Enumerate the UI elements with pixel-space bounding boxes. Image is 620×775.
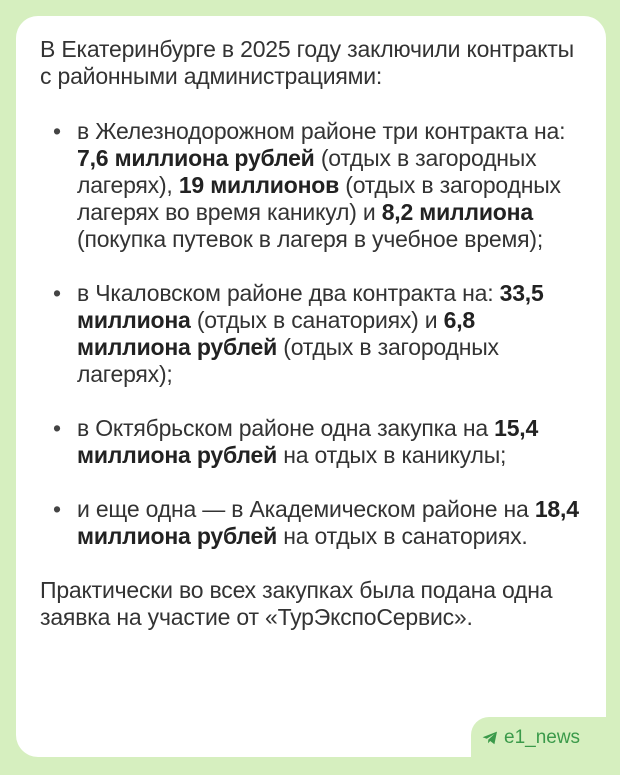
item-text: (отдых в загородных лагерях во время каникул) и bbox=[77, 172, 561, 225]
source-badge[interactable] bbox=[482, 725, 580, 751]
bullet-icon: • bbox=[53, 118, 61, 144]
source-name: e1_news bbox=[504, 727, 581, 748]
intro-paragraph: В Екатеринбурге в 2025 году заключили контракты с районными администрациями: bbox=[40, 36, 574, 89]
list-item bbox=[40, 280, 582, 388]
item-text: (покупка путевок в лагеря в учебное время); bbox=[77, 226, 544, 252]
item-text: на отдых в санаториях. bbox=[277, 523, 528, 549]
amount: 15,4 миллиона рублей bbox=[77, 415, 539, 468]
contracts-list bbox=[40, 118, 582, 550]
amount: 7,6 миллиона рублей bbox=[77, 145, 315, 171]
item-text: и еще одна — в Академическом районе на bbox=[77, 496, 535, 522]
outro-paragraph: Практически во всех закупках была подана одна заявка на участие от «ТурЭкспоСервис». bbox=[40, 577, 553, 630]
item-text: в Чкаловском районе два контракта на: bbox=[77, 280, 500, 306]
amount: 6,8 миллиона рублей bbox=[77, 307, 476, 360]
bullet-icon: • bbox=[53, 496, 61, 522]
item-text: (отдых в загородных лагерях), bbox=[77, 145, 537, 198]
amount: 19 миллионов bbox=[178, 172, 340, 198]
item-text: (отдых в загородных лагерях); bbox=[77, 334, 499, 387]
content-card bbox=[16, 16, 606, 757]
item-text: (отдых в санаториях) и bbox=[190, 307, 444, 333]
list-item bbox=[40, 118, 582, 253]
list-item bbox=[40, 496, 582, 550]
item-text: в Железнодорожном районе три контракта на: bbox=[77, 118, 566, 144]
amount: 18,4 миллиона рублей bbox=[77, 496, 579, 549]
list-item bbox=[40, 415, 582, 469]
telegram-plane-icon bbox=[482, 731, 498, 745]
item-text: в Октябрьском районе одна закупка на bbox=[77, 415, 495, 441]
amount: 8,2 миллиона bbox=[381, 199, 533, 225]
amount: 33,5 миллиона bbox=[77, 280, 544, 333]
item-text: на отдых в каникулы; bbox=[277, 442, 507, 468]
bullet-icon: • bbox=[53, 280, 61, 306]
bullet-icon: • bbox=[53, 415, 61, 441]
